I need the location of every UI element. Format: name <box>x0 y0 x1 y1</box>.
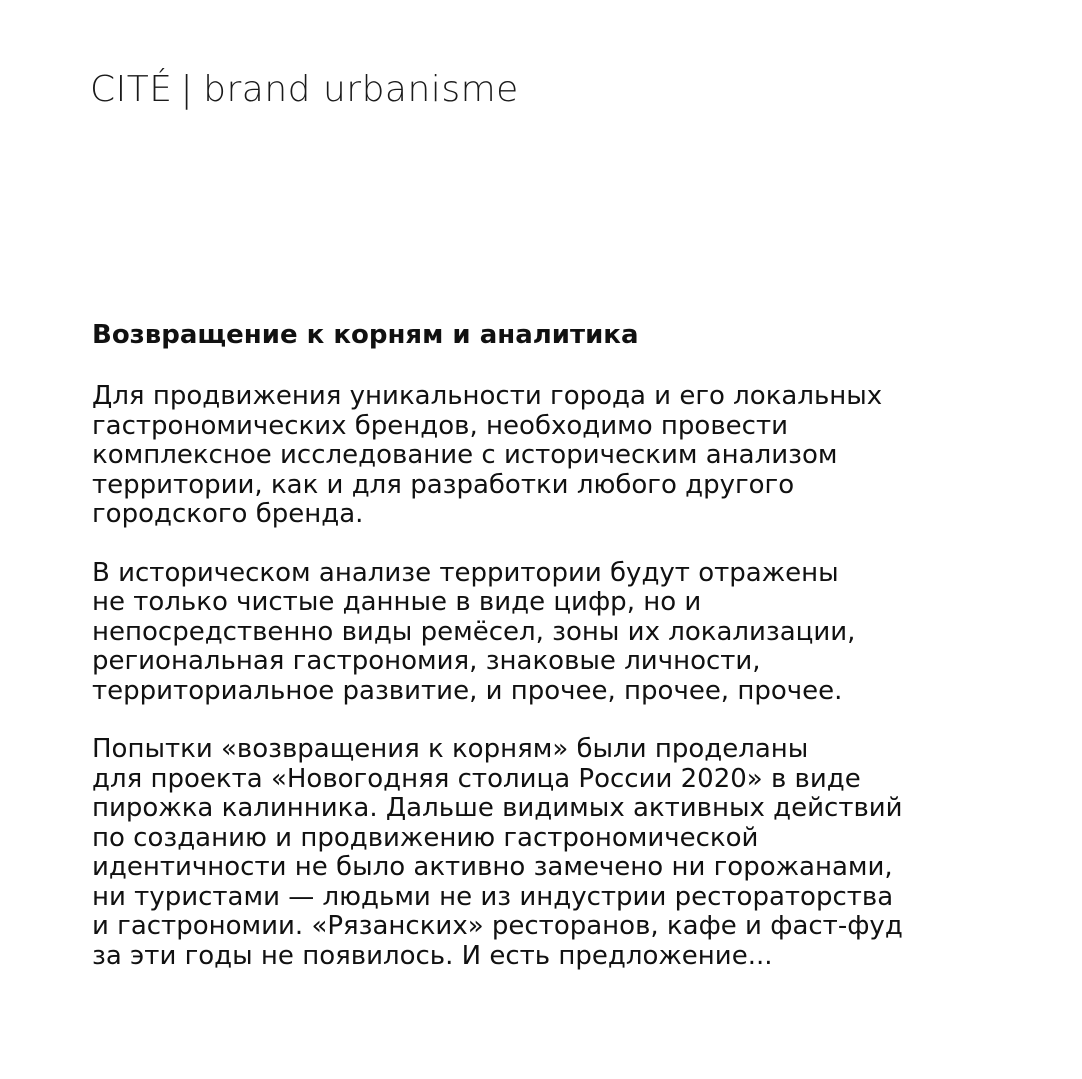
article-title: Возвращение к корням и аналитика <box>92 320 639 350</box>
brand-name: CITÉ <box>90 69 173 110</box>
text-line: территориальное развитие, и прочее, прочее, прочее. <box>92 675 843 706</box>
brand-tagline: brand urbanisme <box>203 69 519 110</box>
text-line: Для продвижения уникальности города и его локальных <box>92 381 883 411</box>
paragraph-3 <box>92 735 1042 971</box>
text-line: территории, как и для разработки любого другого <box>92 469 795 500</box>
paragraph-1 <box>92 382 1042 530</box>
text-line: не только чистые данные в виде цифр, но и <box>92 587 702 617</box>
text-line: для проекта «Новогодняя столица России 2020» в виде <box>92 763 861 794</box>
text-line: за эти годы не появилось. И есть предложение... <box>92 940 773 971</box>
text-line: ни туристами — людьми не из индустрии рестораторства <box>92 881 894 912</box>
text-line: региональная гастрономия, знаковые личности, <box>92 646 761 676</box>
text-line: В историческом анализе территории будут отражены <box>92 557 839 588</box>
text-line: идентичности не было активно замечено ни горожанами, <box>92 852 893 882</box>
article <box>92 318 1042 1000</box>
text-line: пирожка калинника. Дальше видимых активных действий <box>92 793 903 823</box>
text-line: комплексное исследование с историческим анализом <box>92 440 838 470</box>
text-line: Попытки «возвращения к корням» были проделаны <box>92 734 809 764</box>
brand-separator: | <box>180 69 194 110</box>
paragraph-2 <box>92 559 1042 707</box>
text-line: городского бренда. <box>92 499 364 529</box>
brand-logo <box>90 68 519 112</box>
text-line: и гастрономии. «Рязанских» ресторанов, кафе и фаст-фуд <box>92 911 903 941</box>
text-line: непосредственно виды ремёсел, зоны их локализации, <box>92 616 856 647</box>
text-line: по созданию и продвижению гастрономической <box>92 822 759 853</box>
text-line: гастрономических брендов, необходимо провести <box>92 410 788 441</box>
